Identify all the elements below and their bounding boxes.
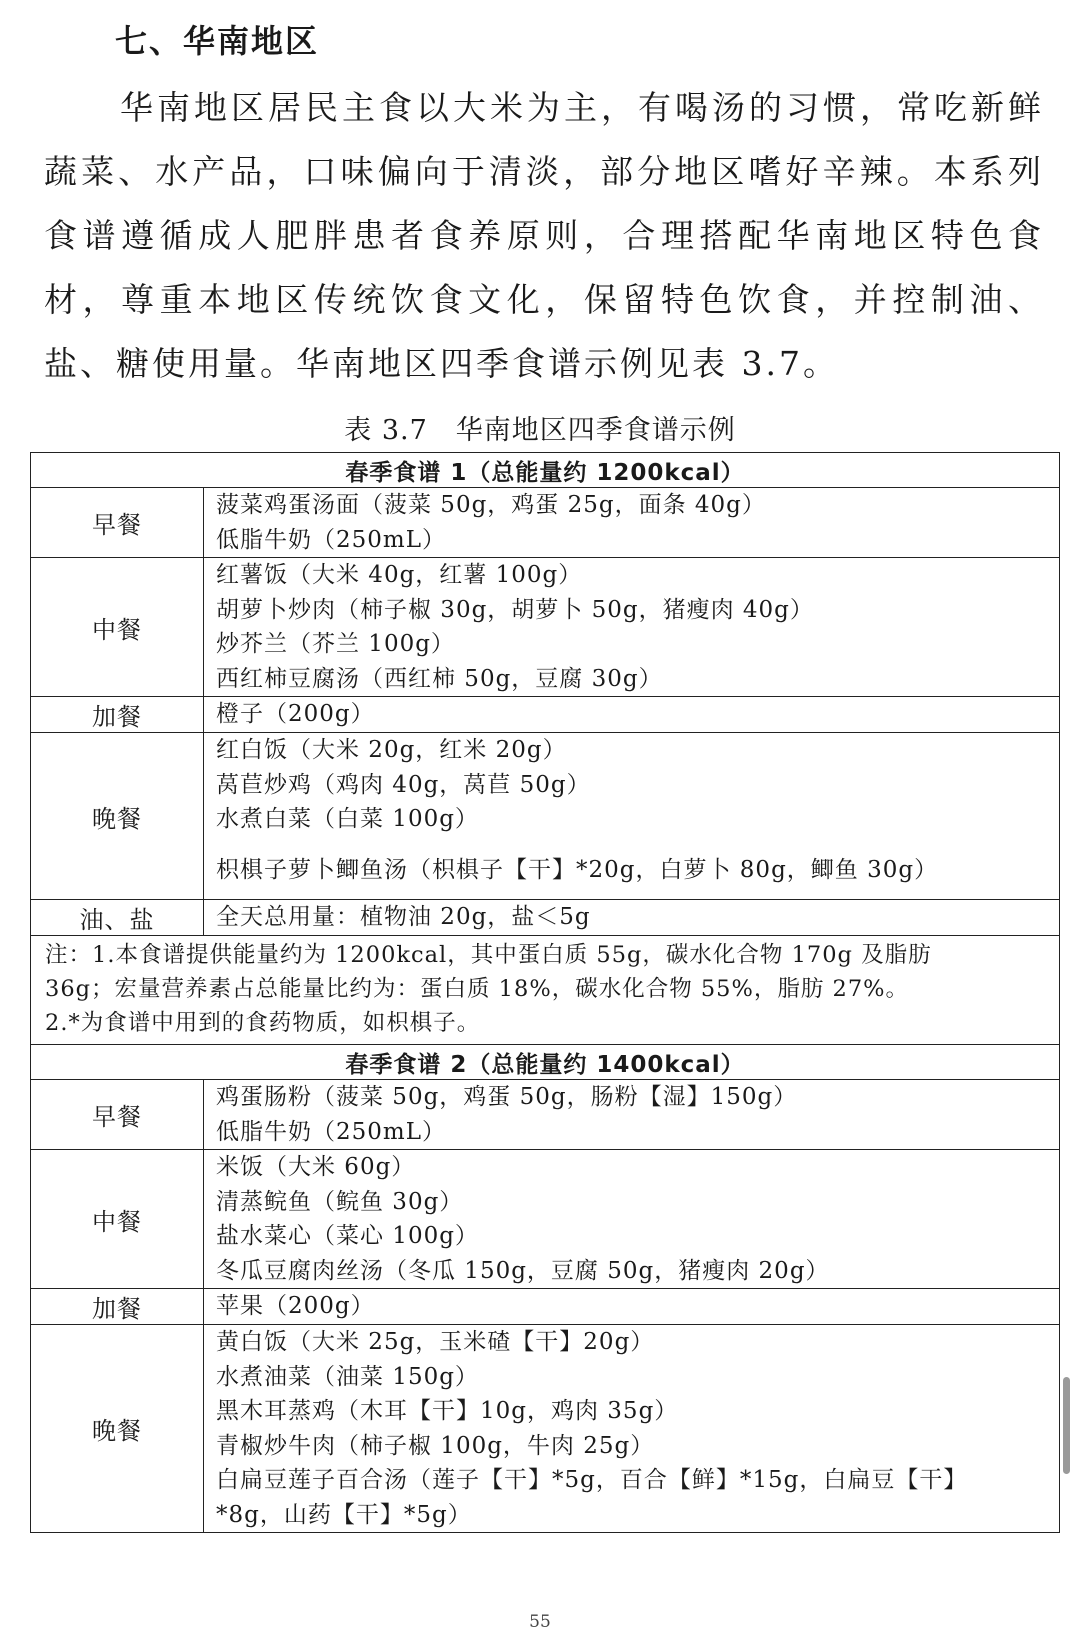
dishes-cell — [204, 900, 1060, 936]
table-row — [31, 900, 1060, 936]
table-row — [31, 697, 1060, 733]
dish-line: 苹果（200g） — [216, 1293, 375, 1320]
intro-paragraph: 华南地区居民主食以大米为主，有喝汤的习惯，常吃新鲜蔬菜、水产品，口味偏向于清淡，部分地区嗜好辛辣。本系列食谱遵循成人肥胖患者食养原则，合理搭配华南地区特色食材，尊重本地区传统饮食文化，保留特色饮食，并控制油、盐、糖使用量。华南地区四季食谱示例见表 3.7。 — [44, 88, 1044, 383]
dish-line: 红薯饭（大米 40g，红薯 100g） — [216, 562, 583, 588]
table-caption: 表 3.7 华南地区四季食谱示例 — [344, 415, 736, 446]
meal-label: 中餐 — [31, 558, 204, 697]
dish-line: 红白饭（大米 20g，红米 20g） — [216, 737, 567, 763]
menu-header-row — [31, 453, 1060, 488]
meal-label: 油、盐 — [31, 900, 204, 936]
dishes-cell — [204, 1080, 1060, 1150]
menu2-title: 春季食谱 2（总能量约 1400kcal） — [31, 1045, 1060, 1080]
notes-row — [31, 936, 1060, 1045]
meal-label: 加餐 — [31, 1289, 204, 1325]
dish-line: *8g，山药【干】*5g） — [216, 1501, 472, 1528]
dish-line: 低脂牛奶（250mL） — [216, 1118, 446, 1145]
table-row — [31, 1325, 1060, 1533]
dish-line: 全天总用量：植物油 20g，盐＜5g — [216, 904, 591, 931]
dishes-cell — [204, 697, 1060, 733]
meal-label: 早餐 — [31, 1080, 204, 1150]
dish-line: 黄白饭（大米 25g，玉米碴【干】20g） — [216, 1329, 655, 1355]
dish-line: 鸡蛋肠粉（菠菜 50g，鸡蛋 50g，肠粉【湿】150g） — [216, 1084, 798, 1110]
dish-line: 青椒炒牛肉（柿子椒 100g，牛肉 25g） — [216, 1432, 655, 1459]
dish-line: 胡萝卜炒肉（柿子椒 30g，胡萝卜 50g，猪瘦肉 40g） — [216, 596, 814, 623]
menu-header-row — [31, 1045, 1060, 1080]
dishes-cell — [204, 733, 1060, 900]
dishes-cell — [204, 1289, 1060, 1325]
section-title: 七、华南地区 — [115, 22, 320, 60]
meal-label: 晚餐 — [31, 733, 204, 900]
dish-line: 冬瓜豆腐肉丝汤（冬瓜 150g，豆腐 50g，猪瘦肉 20g） — [216, 1257, 830, 1284]
meal-label: 中餐 — [31, 1150, 204, 1289]
meal-label: 晚餐 — [31, 1325, 204, 1533]
dish-line: 清蒸鲩鱼（鲩鱼 30g） — [216, 1188, 464, 1215]
dish-line: 低脂牛奶（250mL） — [216, 526, 446, 553]
note-line: 2.*为食谱中用到的食药物质，如枳椇子。 — [45, 1010, 481, 1036]
table-row — [31, 733, 1060, 900]
page-number: 55 — [529, 1612, 551, 1632]
dish-line: 橙子（200g） — [216, 701, 375, 728]
menu-table — [30, 452, 1060, 1533]
dish-line: 莴苣炒鸡（鸡肉 40g，莴苣 50g） — [216, 771, 591, 798]
notes-cell — [31, 936, 1060, 1045]
note-line: 36g；宏量营养素占总能量比约为：蛋白质 18%，碳水化合物 55%，脂肪 27%。 — [45, 976, 910, 1002]
dish-line: 白扁豆莲子百合汤（莲子【干】*5g，百合【鲜】*15g，白扁豆【干】 — [216, 1467, 968, 1493]
meal-label: 早餐 — [31, 488, 204, 558]
dish-line: 盐水菜心（菜心 100g） — [216, 1223, 479, 1249]
dish-line: 炒芥兰（芥兰 100g） — [216, 631, 455, 657]
note-line: 注：1.本食谱提供能量约为 1200kcal，其中蛋白质 55g，碳水化合物 170g 及脂肪 — [45, 942, 932, 968]
dish-line: 枳椇子萝卜鲫鱼汤（枳椇子【干】*20g，白萝卜 80g，鲫鱼 30g） — [216, 856, 939, 883]
dish-line: 黑木耳蒸鸡（木耳【干】10g，鸡肉 35g） — [216, 1398, 679, 1424]
dish-line: 菠菜鸡蛋汤面（菠菜 50g，鸡蛋 25g，面条 40g） — [216, 492, 766, 518]
table-row — [31, 558, 1060, 697]
meal-label: 加餐 — [31, 697, 204, 733]
dishes-cell — [204, 488, 1060, 558]
table-row — [31, 1150, 1060, 1289]
dish-line: 水煮油菜（油菜 150g） — [216, 1363, 479, 1390]
table-row — [31, 1289, 1060, 1325]
table-row — [31, 1080, 1060, 1150]
dishes-cell — [204, 558, 1060, 697]
dishes-cell — [204, 1150, 1060, 1289]
dish-line: 水煮白菜（白菜 100g） — [216, 806, 479, 832]
dish-line: 米饭（大米 60g） — [216, 1154, 416, 1180]
menu1-title: 春季食谱 1（总能量约 1200kcal） — [31, 453, 1060, 488]
dishes-cell — [204, 1325, 1060, 1533]
scrollbar-thumb[interactable] — [1063, 1377, 1070, 1474]
table-row — [31, 488, 1060, 558]
dish-line: 西红柿豆腐汤（西红柿 50g，豆腐 30g） — [216, 665, 663, 692]
